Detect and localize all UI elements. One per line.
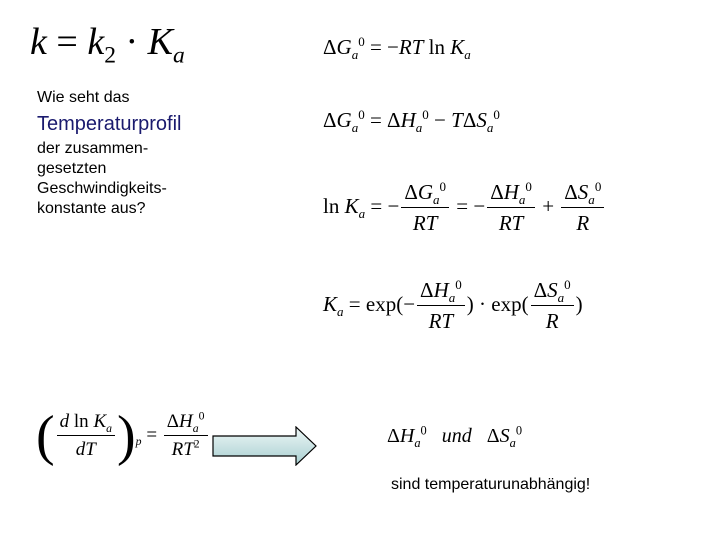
und-word: und bbox=[441, 425, 472, 447]
van-t-hoff-formula: ( $\frac{d \ln K_a}{dT}$ )$_p$ = $\frac{\Delta H_a^0}{RT^2}$ bbox=[36, 408, 210, 464]
gibbs-equilibrium-formula: $\Delta G_a^0 = -RT$ $\ln K_a$ bbox=[323, 34, 471, 63]
question-line-1: Wie seht das bbox=[37, 89, 130, 106]
question-line-5: Geschwindigkeits- bbox=[37, 180, 167, 197]
right-arrow-icon bbox=[212, 426, 318, 471]
conclusion-text: sind temperaturunabhängig! bbox=[391, 476, 591, 493]
question-text bbox=[37, 88, 217, 219]
question-highlight: Temperaturprofil bbox=[37, 113, 182, 135]
gibbs-helmholtz-formula: $\Delta G_a^0 = \Delta H_a^0 - T\Delta S_a^0$ bbox=[323, 107, 500, 136]
question-line-6: konstante aus? bbox=[37, 200, 146, 217]
rate-constant-formula: $k = k_2 \cdot K_a$ bbox=[30, 21, 185, 69]
question-line-3: der zusammen- bbox=[37, 140, 149, 157]
question-line-4: gesetzten bbox=[37, 160, 107, 177]
result-formula: $\Delta H_a^0$ und $\Delta S_a^0$ bbox=[387, 423, 523, 450]
k-exponential-formula: $K_a = \exp(-$ $\frac{\Delta H_a^0}{RT}$ ) · exp( $\frac{\Delta S_a^0}{R}$ ) bbox=[323, 277, 583, 333]
ln-k-formula: $\ln K_a$ = − $\frac{\Delta G_a^0}{RT}$ = − $\frac{\Delta H_a^0}{RT}$ + $\frac{\Delta S_a^0}{R}$ bbox=[323, 180, 606, 236]
